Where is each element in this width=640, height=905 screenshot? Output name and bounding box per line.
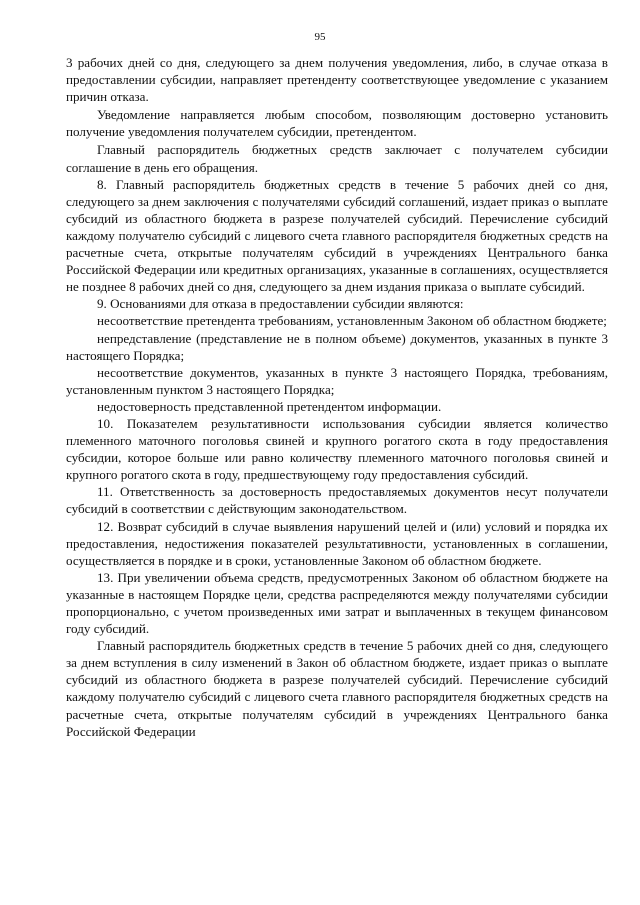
- paragraph-refusal-reason-1: несоответствие претендента требованиям, установленным Законом об областном бюджете;: [97, 313, 607, 329]
- paragraph-refusal-reason-3: несоответствие документов, указанных в пункте 3 настоящего Порядка, требованиям, установленным пунктом 3 настоящего Порядка;: [66, 364, 608, 397]
- paragraph-item-8: 8. Главный распорядитель бюджетных средств в течение 5 рабочих дней со дня, следующего за днем заключения с получателями субсидий соглашений, издает приказ о выплате субсидий из областного бюджета в разрезе получателей субсидий. Перечисление субсидий каждому получателю субсидий с лицевого счета главного распорядителя бюджетных средств на расчетные счета, открытые получателям субсидий в учреждениях Центрального банка Российской Федерации или кредитных организациях, указанные в соглашениях, осуществляется не позднее 8 рабочих дней со дня, следующего за днем издания приказа о выплате субсидий.: [66, 176, 608, 295]
- paragraph-item-9: 9. Основаниями для отказа в предоставлении субсидии являются:: [97, 296, 464, 312]
- paragraph-refusal-reason-2: непредставление (представление не в полном объеме) документов, указанных в пункте 3 настоящего Порядка;: [66, 330, 608, 363]
- paragraph-item-12: 12. Возврат субсидий в случае выявления нарушений целей и (или) условий и порядка их предоставления, недостижения показателей результативности, установленных в соглашении, осуществляется в порядке и в сроки, установленные Законом об областном бюджете.: [66, 518, 608, 568]
- paragraph-notification-continuation: 3 рабочих дней со дня, следующего за днем получения уведомления, либо, в случае отказа в предоставлении субсидии, направляет претенденту соответствующее уведомление с указанием причин отказа.: [66, 55, 608, 105]
- paragraph-item-13: 13. При увеличении объема средств, предусмотренных Законом об областном бюджете на указанные в настоящем Порядке цели, средства распределяются между получателями субсидии пропорционально, с учетом произведенных ими затрат и выплаченных в текущем финансовом году субсидий.: [66, 569, 608, 637]
- paragraph-item-10: 10. Показателем результативности использования субсидии является количество племенного маточного поголовья свиней и крупного рогатого скота в году предоставления субсидии, которое больше или равно количеству племенного маточного поголовья свиней и крупного рогатого скота в году, предшествующему году предоставления субсидий.: [66, 415, 608, 483]
- paragraph-item-11: 11. Ответственность за достоверность предоставляемых документов несут получатели субсидий в соответствии с действующим законодательством.: [66, 484, 608, 517]
- paragraph-order-after-changes: Главный распорядитель бюджетных средств в течение 5 рабочих дней со дня, следующего за днем вступления в силу изменений в Закон об областном бюджете, издает приказ о выплате субсидий из областного бюджета в разрезе получателей субсидий. Перечисление субсидий каждому получателю субсидий с лицевого счета главного распорядителя бюджетных средств на расчетные счета, открытые получателям субсидий в учреждениях Центрального банка Российской Федерации: [66, 638, 608, 739]
- paragraph-refusal-reason-4: недостоверность представленной претендентом информации.: [97, 398, 442, 414]
- paragraph-notification-method: Уведомление направляется любым способом, позволяющим достоверно установить получение уведомления получателем субсидии, претендентом.: [66, 107, 608, 140]
- paragraph-agreement: Главный распорядитель бюджетных средств заключает с получателем субсидии соглашение в день его обращения.: [66, 142, 608, 175]
- document-body: [66, 54, 608, 740]
- page-number: 95: [314, 31, 326, 43]
